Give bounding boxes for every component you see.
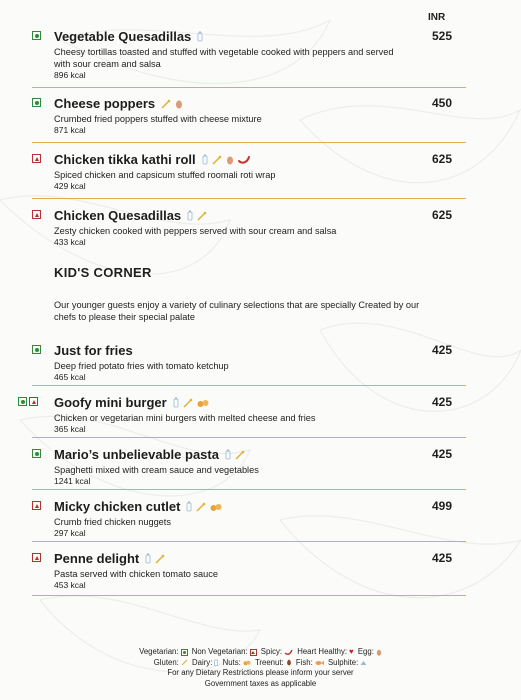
legend-line-1: Vegetarian: Non Vegetarian: Spicy: Heart Healthy: ♥ Egg:	[0, 647, 521, 658]
gluten-icon	[197, 209, 207, 224]
dietary-note: For any Dietary Restrictions please inform your server	[167, 668, 354, 677]
menu-item	[32, 551, 466, 599]
nonveg-icon	[32, 154, 41, 163]
gluten-icon	[212, 153, 222, 168]
spicy-icon	[284, 649, 293, 656]
item-separator	[32, 87, 466, 88]
menu-item	[32, 395, 466, 443]
item-calories: 896 kcal	[54, 70, 86, 80]
egg-icon	[226, 153, 234, 168]
menu-item	[32, 499, 466, 547]
treenut-icon	[286, 659, 292, 666]
item-name: Goofy mini burger	[54, 395, 209, 411]
nonveg-icon	[32, 501, 41, 510]
nonveg-icon	[250, 649, 257, 656]
egg-icon	[175, 97, 183, 112]
gluten-icon	[235, 448, 245, 463]
gluten-icon	[196, 500, 206, 515]
fish-icon	[315, 660, 324, 666]
item-separator	[32, 595, 466, 596]
egg-icon	[376, 649, 382, 656]
item-name: Penne delight	[54, 551, 165, 567]
item-price: 525	[431, 29, 452, 43]
gluten-icon	[161, 97, 171, 112]
item-description: Deep fried potato fries with tomato ketchup	[54, 361, 229, 371]
gluten-icon	[183, 396, 193, 411]
veg-icon	[181, 649, 188, 656]
dairy-icon	[186, 500, 192, 515]
item-description: Crumbed fried poppers stuffed with cheese mixture	[54, 114, 262, 124]
item-price: 425	[431, 343, 452, 357]
nonveg-icon	[32, 210, 41, 219]
menu-item	[32, 152, 466, 200]
item-description: Pasta served with chicken tomato sauce	[54, 569, 218, 579]
item-calories: 433 kcal	[54, 237, 86, 247]
item-price: 425	[431, 395, 452, 409]
item-description: Zesty chicken cooked with peppers served with sour cream and salsa	[54, 226, 337, 236]
item-calories: 453 kcal	[54, 580, 86, 590]
item-name: Micky chicken cutlet	[54, 499, 222, 515]
dietary-legend	[0, 647, 521, 689]
gluten-icon	[155, 552, 165, 567]
veg-icon	[32, 31, 41, 40]
item-name: Mario’s unbelievable pasta	[54, 447, 245, 463]
menu-item	[32, 208, 466, 256]
veg-icon	[32, 98, 41, 107]
item-price: 450	[431, 96, 452, 110]
item-calories: 429 kcal	[54, 181, 86, 191]
item-name: Vegetable Quesadillas	[54, 29, 203, 45]
sulphite-icon	[360, 660, 367, 666]
veg-icon	[32, 345, 41, 354]
item-name: Just for fries	[54, 343, 133, 358]
item-description: Cheesy tortillas toasted and stuffed with vegetable cooked with peppers and served with sour cream and salsa	[54, 47, 394, 69]
item-price: 425	[431, 551, 452, 565]
item-calories: 365 kcal	[54, 424, 86, 434]
item-separator	[32, 541, 466, 542]
item-description: Crumb fried chicken nuggets	[54, 517, 171, 527]
dairy-icon	[214, 659, 218, 666]
nuts-icon	[243, 660, 251, 666]
item-calories: 465 kcal	[54, 372, 86, 382]
currency-header: INR	[428, 12, 446, 23]
spicy-icon	[238, 153, 250, 168]
item-name: Chicken Quesadillas	[54, 208, 207, 224]
item-description: Spiced chicken and capsicum stuffed roomali roti wrap	[54, 170, 276, 180]
section-intro: Our younger guests enjoy a variety of culinary selections that are specially Created by our chefs to please their special palate	[54, 300, 420, 322]
nuts-icon	[197, 396, 209, 411]
veg-icon	[32, 449, 41, 458]
item-calories: 297 kcal	[54, 528, 86, 538]
nonveg-icon	[29, 397, 38, 406]
item-price: 425	[431, 447, 452, 461]
menu-item	[32, 29, 466, 87]
veg-icon	[18, 397, 27, 406]
dairy-icon	[173, 396, 179, 411]
item-separator	[32, 142, 466, 143]
item-description: Spaghetti mixed with cream sauce and vegetables	[54, 465, 259, 475]
item-name: Cheese poppers	[54, 96, 183, 112]
item-price: 625	[431, 208, 452, 222]
dairy-icon	[225, 448, 231, 463]
item-description: Chicken or vegetarian mini burgers with melted cheese and fries	[54, 413, 316, 423]
dairy-icon	[202, 153, 208, 168]
menu-item	[32, 343, 466, 391]
dairy-icon	[145, 552, 151, 567]
tax-note: Government taxes as applicable	[204, 678, 317, 688]
nuts-icon	[210, 500, 222, 515]
menu-item	[32, 96, 466, 144]
dairy-icon	[187, 209, 193, 224]
item-calories: 1241 kcal	[54, 476, 91, 486]
item-separator	[32, 385, 466, 386]
menu-item	[32, 447, 466, 495]
section-title: KID'S CORNER	[54, 265, 152, 280]
item-price: 625	[431, 152, 452, 166]
item-name: Chicken tikka kathi roll	[54, 152, 250, 168]
item-separator	[32, 198, 466, 199]
nonveg-icon	[32, 553, 41, 562]
item-separator	[32, 489, 466, 490]
legend-line-2: Gluten: Dairy: Nuts: Treenut: Fish: Sulphite:	[0, 658, 521, 669]
item-price: 499	[431, 499, 452, 513]
dairy-icon	[197, 30, 203, 45]
item-separator	[32, 437, 466, 438]
heart-icon: ♥	[349, 647, 354, 656]
gluten-icon	[181, 659, 188, 666]
item-calories: 871 kcal	[54, 125, 86, 135]
